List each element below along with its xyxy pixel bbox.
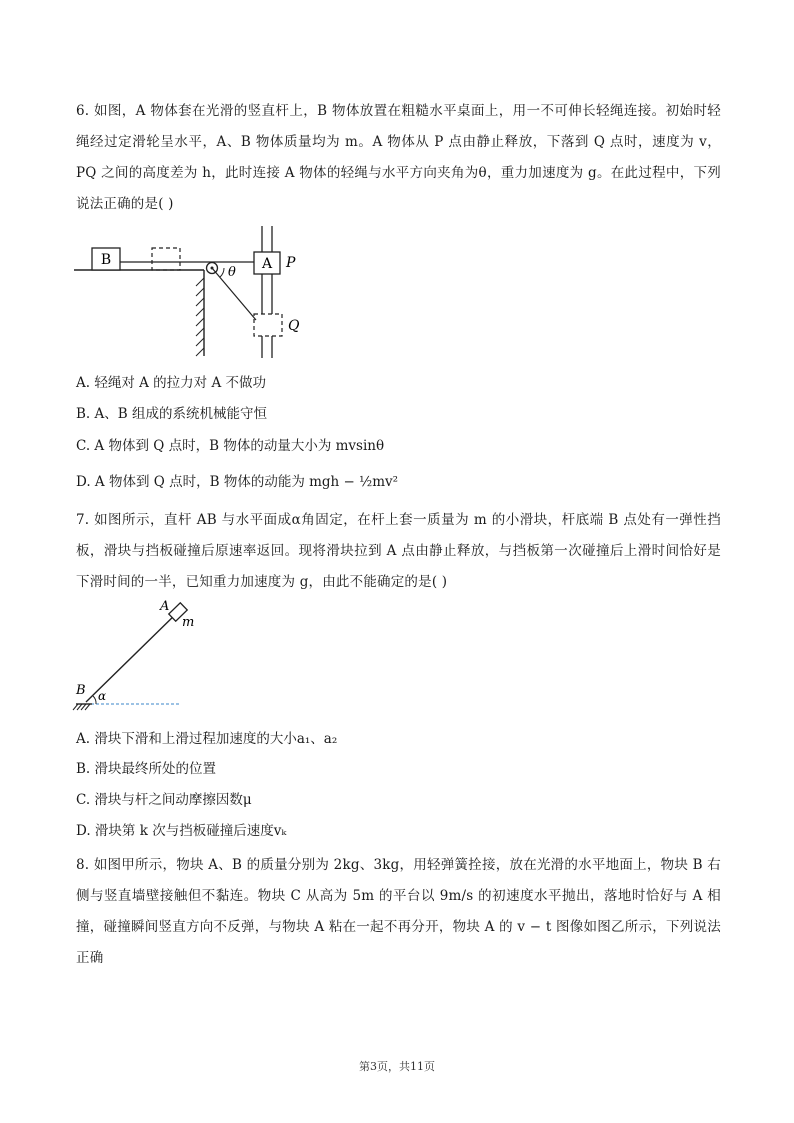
- label-b: B: [100, 252, 112, 268]
- question-6-figure: [72, 222, 332, 362]
- label-alpha: α: [98, 689, 107, 703]
- label-m: m: [182, 615, 195, 630]
- label-p: P: [286, 255, 296, 271]
- label-b: B: [76, 683, 86, 698]
- label-a: A: [160, 599, 170, 614]
- label-q: Q: [288, 318, 300, 334]
- question-6-option-b: B. A、B 组成的系统机械能守恒: [76, 406, 267, 422]
- question-7-option-d: D. 滑块第 k 次与挡板碰撞后速度vₖ: [76, 823, 287, 839]
- question-7-option-c: C. 滑块与杆之间动摩擦因数μ: [76, 792, 252, 808]
- page-footer: 第3页，共11页: [359, 1060, 435, 1073]
- question-6-stem: 6. 如图，A 物体套在光滑的竖直杆上，B 物体放置在粗糙水平桌面上，用一不可伸长轻绳连接。初始时轻绳经过定滑轮呈水平，A、B 物体质量均为 m。A 物体从 P 点由静止释放，下落到 Q 点时，速度为 v，PQ 之间的高度差为 h，此时连接 A 物体的轻绳与水平方向夹角为θ，重力加速度为 g。在此过程中，下列说法正确的是( ): [76, 103, 721, 212]
- label-a: A: [261, 256, 273, 272]
- question-8-stem: 8. 如图甲所示，物块 A、B 的质量分别为 2kg、3kg，用轻弹簧拴接，放在光滑的水平地面上，物块 B 右侧与竖直墙壁接触但不黏连。物块 C 从高为 5m 的平台以 9m/s 的初速度水平抛出，落地时恰好与 A 相撞，碰撞瞬间竖直方向不反弹，与物块 A 粘在一起不再分开，物块 A 的 v − t 图像如图乙所示，下列说法正确: [76, 857, 721, 966]
- question-6-option-d: D. A 物体到 Q 点时，B 物体的动能为 mgh − ½mv²: [76, 474, 399, 490]
- question-7-option-b: B. 滑块最终所处的位置: [76, 761, 217, 777]
- question-7-option-a: A. 滑块下滑和上滑过程加速度的大小a₁、a₂: [76, 731, 338, 747]
- question-6-option-c: C. A 物体到 Q 点时，B 物体的动量大小为 mvsinθ: [76, 438, 385, 454]
- question-6-option-a: A. 轻绳对 A 的拉力对 A 不做功: [76, 375, 266, 391]
- question-7-stem: 7. 如图所示，直杆 AB 与水平面成α角固定，在杆上套一质量为 m 的小滑块，杆底端 B 点处有一弹性挡板，滑块与挡板碰撞后原速率返回。现将滑块拉到 A 点由静止释放，与挡板第一次碰撞后上滑时间恰好是下滑时间的一半，已知重力加速度为 g，由此不能确定的是( ): [76, 512, 721, 590]
- question-7-figure: [70, 598, 200, 718]
- label-theta: θ: [228, 265, 236, 280]
